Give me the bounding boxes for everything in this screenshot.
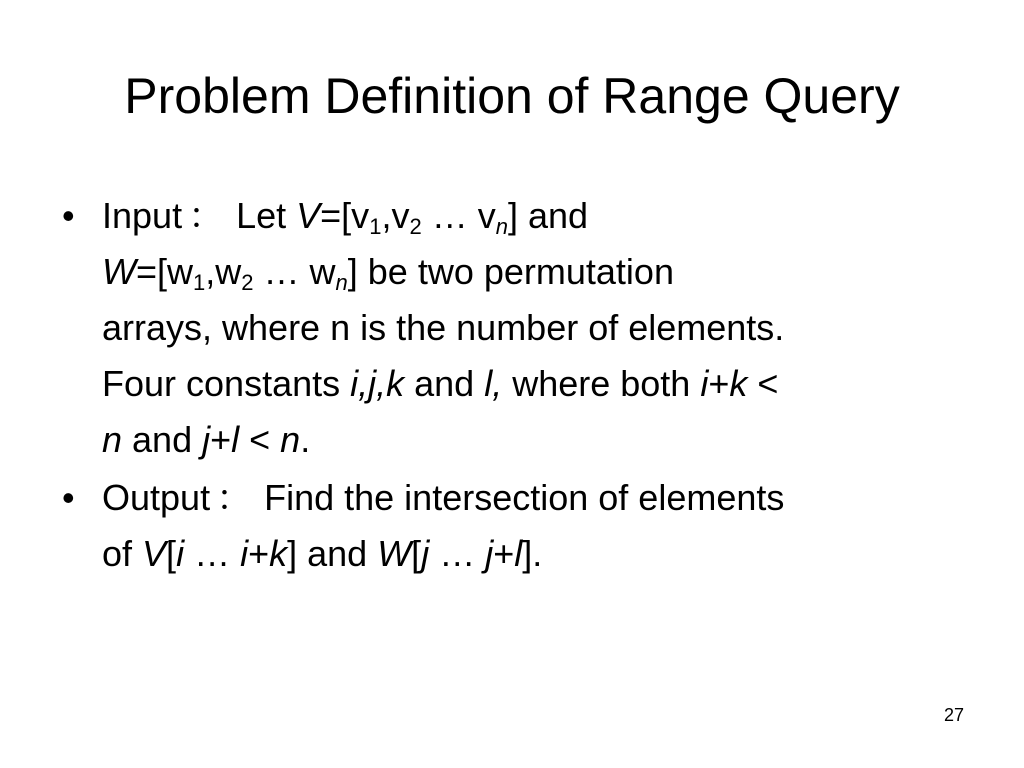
output-line-2: of V[i … i+k] and W[j … j+l].: [102, 533, 543, 574]
bullet-output: [62, 470, 962, 582]
input-line-5: n and j+l < n.: [102, 419, 311, 460]
input-line-4: Four constants i,j,k and l, where both i+k <: [102, 363, 779, 404]
input-line-2: $W=[w_1,w_2$ … $w_n$] be two permutation: [102, 251, 674, 295]
output-line-1: Output ： Find the intersection of elements: [102, 470, 962, 526]
input-line-1: Input ： Let $V=[v_1,v_2$ … $v_n$] and: [102, 188, 962, 244]
slide-number: 27: [943, 705, 964, 725]
input-separator: ：: [188, 195, 225, 236]
output-label: Output: [102, 477, 211, 518]
bullet-icon: •: [62, 477, 75, 518]
bullet-list: [62, 188, 962, 584]
output-separator: ：: [216, 477, 253, 518]
bullet-input: [62, 188, 962, 468]
bullet-icon: •: [62, 195, 75, 236]
slide-title: Problem Definition of Range Query: [124, 68, 900, 124]
input-label: Input: [102, 195, 183, 236]
input-line-3: arrays, where n is the number of elements.: [102, 307, 785, 348]
